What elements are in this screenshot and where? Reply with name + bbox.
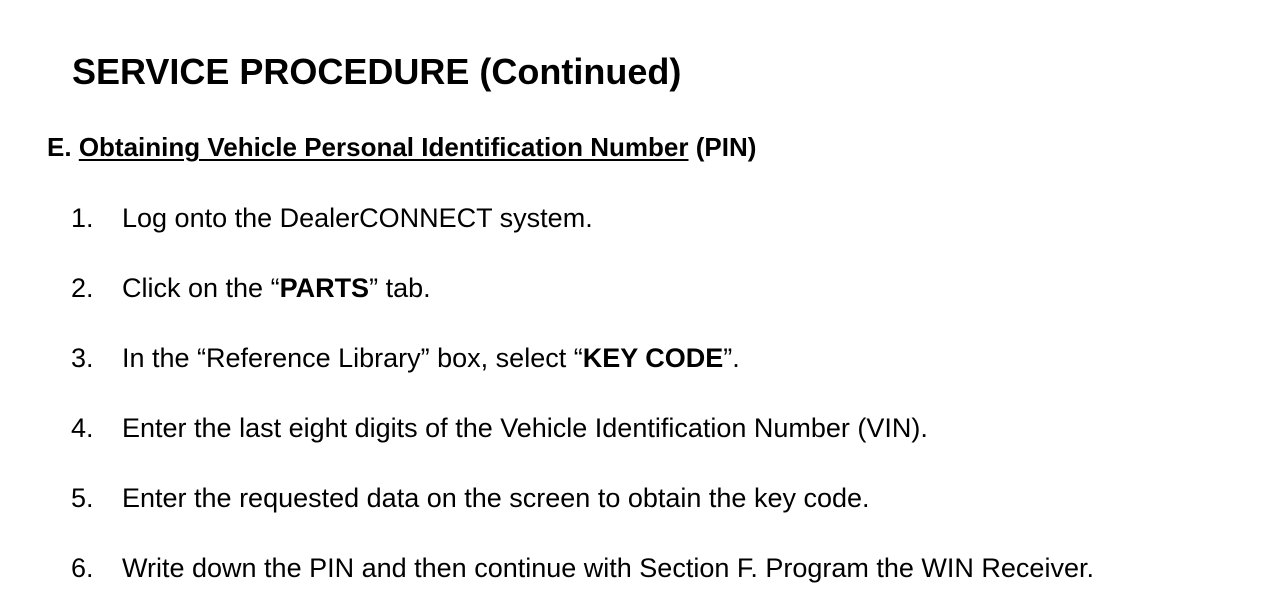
section-heading-title: Obtaining Vehicle Personal Identification Number: [78, 132, 689, 162]
step-text: Click on the “: [122, 273, 280, 303]
step-6: [71, 551, 1094, 585]
step-text: Enter the last eight digits of the Vehicle Identification Number (VIN).: [122, 413, 928, 443]
page-title: SERVICE PROCEDURE (Continued): [72, 51, 682, 92]
step-4: [71, 411, 928, 445]
step-2: [71, 271, 431, 305]
step-number: 2.: [71, 273, 94, 303]
section-heading-suffix: (PIN): [695, 132, 757, 162]
step-text-end: ”.: [723, 343, 740, 373]
step-number: 1.: [71, 203, 94, 233]
step-3: [71, 341, 740, 375]
step-emphasis: PARTS: [279, 273, 370, 303]
section-heading: [47, 131, 756, 163]
step-emphasis: KEY CODE: [582, 343, 724, 373]
step-number: 3.: [71, 343, 94, 373]
step-text: Write down the PIN and then continue with Section F. Program the WIN Receiver.: [122, 553, 1094, 583]
step-number: 6.: [71, 553, 94, 583]
step-1: [71, 201, 593, 235]
step-text: In the “Reference Library” box, select “: [122, 343, 583, 373]
step-number: 4.: [71, 413, 94, 443]
step-number: 5.: [71, 483, 94, 513]
step-text: Log onto the DealerCONNECT system.: [122, 203, 593, 233]
section-letter: E.: [47, 132, 72, 162]
step-5: [71, 481, 870, 515]
step-text: Enter the requested data on the screen to obtain the key code.: [122, 483, 870, 513]
step-text-end: ” tab.: [369, 273, 431, 303]
